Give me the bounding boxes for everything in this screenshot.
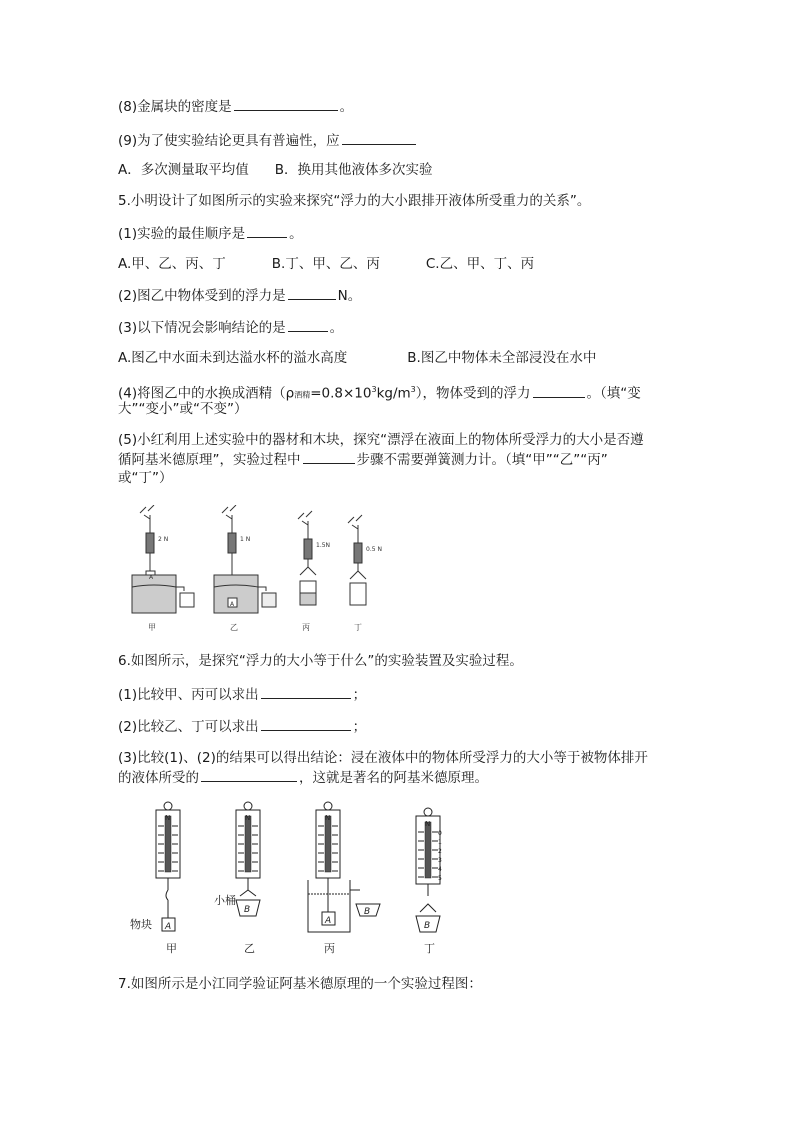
q5-p2-text: (2)图乙中物体受到的浮力是: [118, 288, 286, 304]
scale-spring-bing: [325, 816, 331, 872]
q4-item9: [118, 130, 418, 151]
q5-p3: [118, 317, 343, 338]
q6-p3-line1: (3)比较(1)、(2)的结果可以得出结论：浸在液体中的物体所受浮力的大小等于被物体排开: [118, 750, 648, 766]
q5-p4-sup: 3: [371, 385, 377, 394]
tick-label: 3: [438, 857, 442, 864]
q5-p3-end: 。: [329, 320, 344, 336]
q5-p4-sup2: 3: [410, 385, 416, 394]
tick-label: 0: [438, 830, 442, 837]
q5-p1-options: [118, 254, 534, 274]
q5-p5-line2a: 循阿基米德原理”，实验过程中: [118, 452, 301, 468]
q5-p3-text: (3)以下情况会影响结论的是: [118, 320, 286, 336]
option-a: A．多次测量取平均值: [118, 162, 249, 178]
bucket-handle: [240, 890, 256, 896]
answer-blank[interactable]: [234, 96, 338, 111]
bucket-b-label: B: [424, 921, 431, 931]
option-c: C.乙、甲、丁、丙: [425, 256, 535, 272]
q6-p1-end: ；: [352, 687, 367, 703]
scale-spring-jia: [165, 816, 171, 872]
q5-p1-end: 。: [289, 226, 303, 242]
bucket-handle: [420, 904, 436, 912]
q5-setup-bing: [298, 511, 316, 605]
block-label: A: [230, 601, 235, 608]
q5-p5-line2: [118, 449, 608, 470]
q5-figure-svg: [118, 505, 408, 635]
reading-jia: 2 N: [158, 536, 169, 543]
scale-spring-ding: [425, 822, 431, 878]
bucket-b-label: B: [364, 907, 371, 917]
block-a-label: A: [325, 916, 332, 926]
hook: [166, 890, 168, 900]
scale-spring-yi: [245, 816, 251, 872]
reading-bing: 1.5N: [316, 542, 331, 549]
q6-p1: [118, 684, 366, 705]
q7-stem: 7.如图所示是小江同学验证阿基米德原理的一个实验过程图：: [118, 976, 482, 992]
q4-item9-text: (9)为了使实验结论更具有普遍性，应: [118, 133, 340, 149]
tick-label: 4: [438, 866, 442, 873]
answer-blank[interactable]: [261, 684, 351, 699]
q5-p4-mid: =0.8×10: [310, 385, 372, 402]
answer-blank[interactable]: [288, 285, 336, 300]
scale-ring-yi: [244, 802, 252, 810]
q6-p3-line2a: 的液体所受的: [118, 770, 199, 786]
scale-ring-bing: [324, 802, 332, 810]
q5-p1: [118, 223, 303, 244]
q4-options: [118, 160, 433, 180]
answer-blank[interactable]: [533, 383, 585, 398]
caption-ding: 丁: [354, 623, 362, 632]
q5-p4-line2: 大”“变小”或“不变”）: [118, 401, 248, 417]
scale-unit-label: N: [165, 814, 171, 822]
q6-figure: [128, 800, 458, 960]
answer-blank[interactable]: [261, 716, 351, 731]
q6-p2-end: ；: [352, 719, 367, 735]
q6-figure-svg: [128, 800, 458, 960]
q5-p4-pre: (4)将图乙中的水换成酒精（ρ: [118, 385, 295, 402]
scale-unit-label: N: [245, 814, 251, 822]
q5-figure: [118, 505, 408, 635]
scale-unit-label: N: [425, 820, 431, 828]
q5-p4-unit: kg/m: [376, 385, 411, 402]
q5-p4-end: 。（填“变: [586, 385, 641, 402]
answer-blank[interactable]: [342, 130, 416, 145]
answer-blank[interactable]: [288, 317, 328, 332]
option-b: B.丁、甲、乙、丙: [271, 256, 380, 272]
q6-stem: 6.如图所示，是探究“浮力的大小等于什么”的实验装置及实验过程。: [118, 653, 523, 669]
option-a: A.图乙中水面未到达溢水杯的溢水高度: [118, 350, 348, 366]
answer-blank[interactable]: [303, 449, 355, 464]
block-label: A: [149, 574, 154, 581]
scale-ring-ding: [424, 808, 432, 816]
answer-blank[interactable]: [201, 767, 297, 782]
q4-item8: [118, 96, 353, 117]
q5-p4-post: ），物体受到的浮力: [415, 385, 531, 402]
block-a-label: A: [165, 922, 172, 932]
answer-blank[interactable]: [247, 223, 287, 238]
q5-p5-line2b: 步骤不需要弹簧测力计。（填“甲”“乙”“丙”: [356, 452, 608, 468]
scale-ring-jia: [164, 802, 172, 810]
q5-stem: 5.小明设计了如图所示的实验来探究“浮力的大小跟排开液体所受重力的关系”。: [118, 193, 591, 209]
reading-yi: 1 N: [240, 536, 251, 543]
q5-setup-jia: [132, 505, 194, 613]
bucket-label: 小桶: [214, 894, 236, 907]
q6-p2-text: (2)比较乙、丁可以求出: [118, 719, 259, 735]
q6-p1-text: (1)比较甲、丙可以求出: [118, 687, 259, 703]
q6-p3-line2b: ，这就是著名的阿基米德原理。: [299, 770, 488, 786]
tick-label: 5: [438, 875, 442, 882]
caption-bing: 丙: [324, 942, 335, 955]
caption-jia: 甲: [148, 623, 156, 632]
q6-p2: [118, 716, 366, 737]
q5-setup-ding: [348, 515, 366, 605]
scale-unit-label: N: [325, 814, 331, 822]
q5-p3-options: [118, 348, 596, 368]
q5-p1-text: (1)实验的最佳顺序是: [118, 226, 246, 242]
q4-item8-text: (8)金属块的密度是: [118, 99, 232, 115]
q5-p5-line3: 或“丁”）: [118, 470, 173, 486]
q5-p2-end: N。: [337, 288, 362, 304]
caption-yi: 乙: [230, 623, 238, 632]
q5-p5-line1: (5)小红利用上述实验中的器材和木块，探究“漂浮在液面上的物体所受浮力的大小是否遵: [118, 432, 644, 448]
block-label: 物块: [130, 918, 152, 931]
reading-ding: 0.5 N: [366, 546, 382, 553]
option-b: B．换用其他液体多次实验: [274, 162, 433, 178]
q5-setup-yi: [214, 505, 276, 613]
tick-label: 2: [438, 848, 442, 855]
q6-p3-line2: [118, 767, 488, 788]
q5-p4-sub: 酒精: [294, 390, 311, 400]
bucket-b-label: B: [244, 905, 251, 915]
caption-ding: 丁: [424, 942, 435, 955]
caption-yi: 乙: [244, 942, 255, 955]
option-a: A.甲、乙、丙、丁: [118, 256, 226, 272]
caption-jia: 甲: [166, 942, 177, 955]
tick-label: 1: [438, 839, 442, 846]
caption-bing: 丙: [302, 623, 310, 632]
option-b: B.图乙中物体未全部浸没在水中: [407, 350, 597, 366]
q5-p2: [118, 285, 361, 306]
q4-item8-end: 。: [339, 99, 354, 115]
